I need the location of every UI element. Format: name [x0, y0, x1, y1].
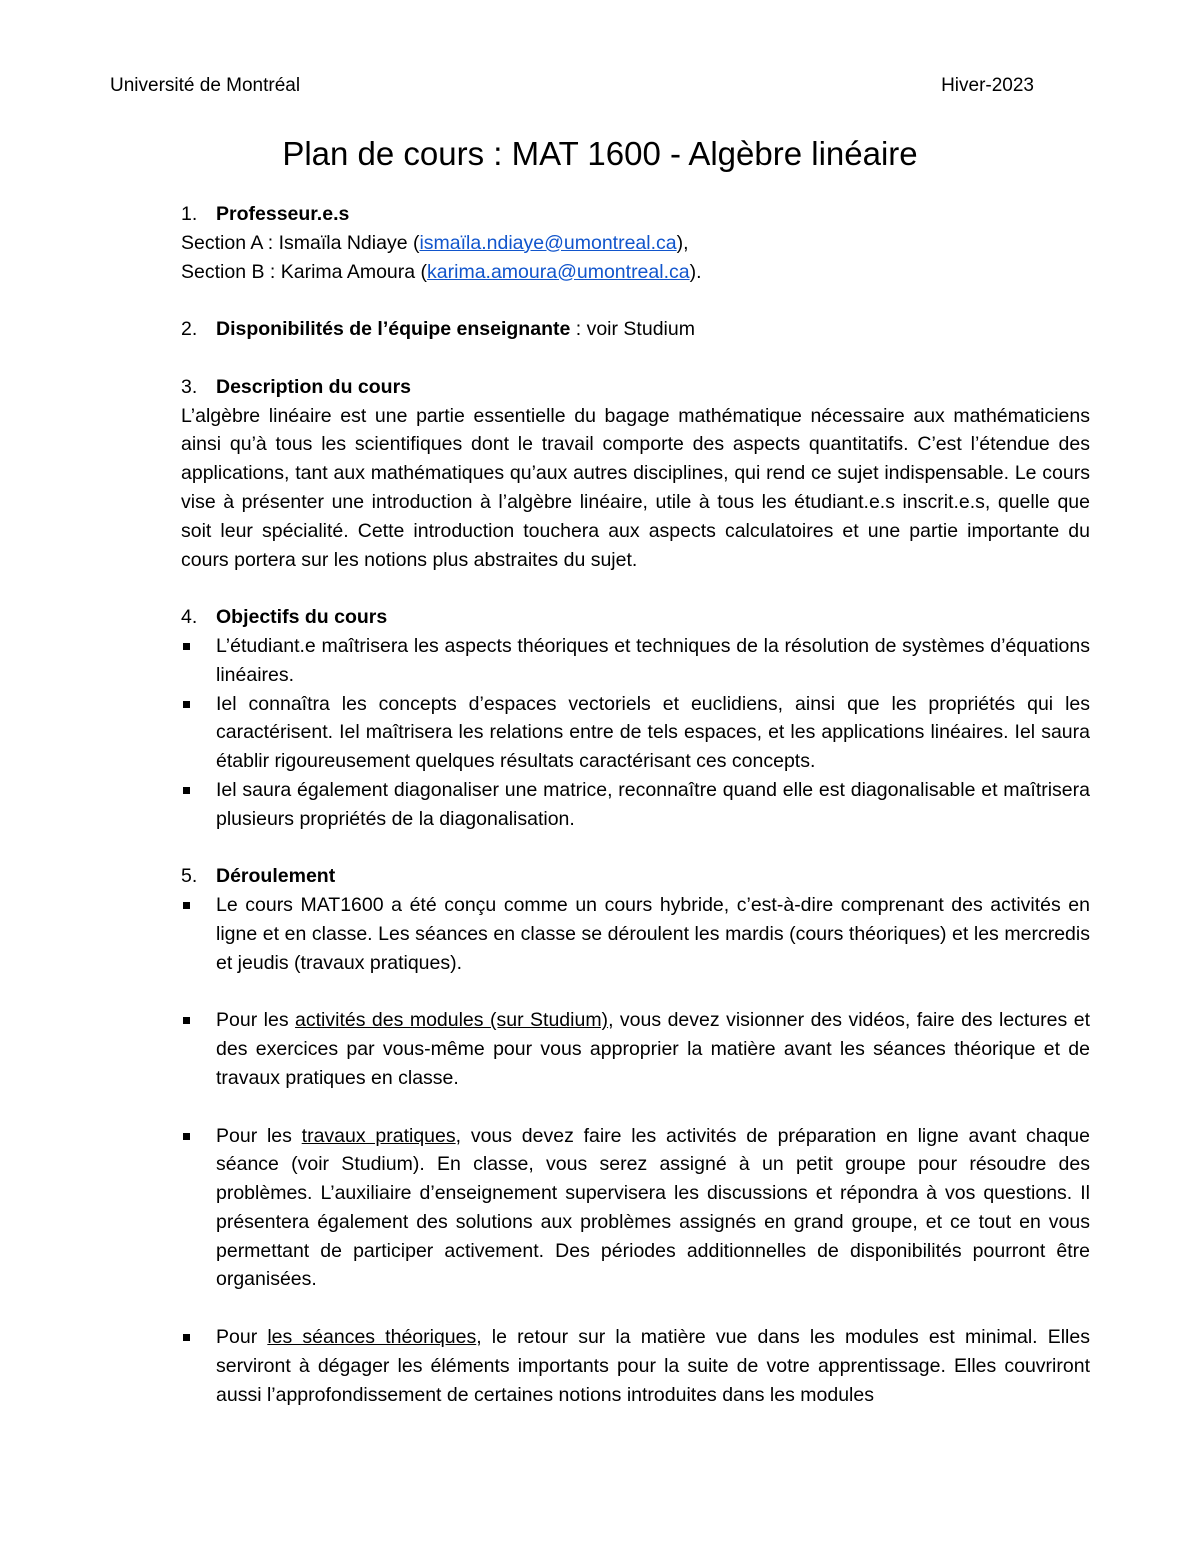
deroulement-bullet [181, 1323, 1090, 1409]
header-term: Hiver-2023 [941, 75, 1034, 96]
bullet-text: , vous devez visionner des vidéos, faire des lectures et des exercices par vous-même pour vous approprier la matière avant les séances théorique et de travaux pratiques en classe. [216, 1009, 1090, 1089]
section-number: 5. [181, 865, 198, 888]
bullet-text: Pour les [216, 1009, 296, 1032]
deroulement-bullet [181, 1006, 1090, 1092]
document-body [181, 200, 1090, 1409]
section-b-label: Section B : Karima Amoura ( [181, 260, 428, 283]
section-a-label: Section A : Ismaïla Ndiaye ( [181, 231, 420, 254]
section-title: Professeur.e.s [216, 203, 350, 225]
bullet-text: , vous devez faire les activités de préparation en ligne avant chaque séance (voir Studium). En classe, vous serez assigné à un petit groupe pour résoudre des problèmes. L’auxiliaire d’enseignement supervisera les discussions et répondra à vos questions. Il présentera également des solutions aux problèmes assignés en grand groupe, et ce tout en vous permettant de participer activement. Des périodes additionnelles de disponibilités pourront être organisées. [216, 1124, 1091, 1291]
section-5-heading [181, 862, 1090, 891]
bullet-square-icon [183, 902, 190, 909]
section-title: Description du cours [216, 375, 412, 398]
section-2-rest: : voir Studium [570, 318, 695, 341]
bullet-square-icon [183, 1017, 190, 1024]
section-number: 4. [181, 606, 198, 629]
bullet-square-icon [183, 643, 190, 650]
section-title: Objectifs du cours [216, 606, 388, 629]
section-title: Disponibilités de l’équipe enseignante [216, 318, 571, 341]
objective-bullet [181, 632, 1090, 690]
bullet-square-icon [183, 1133, 190, 1140]
section-2-heading [181, 315, 1090, 344]
underlined-term: les séances théoriques [267, 1326, 477, 1349]
bullet-text: Iel saura également diagonaliser une matrice, reconnaître quand elle est diagonalisable et maîtrisera plusieurs propriétés de la diagonalisation. [216, 778, 1090, 830]
description-paragraph: L’algèbre linéaire est une partie essentielle du bagage mathématique nécessaire aux mathématiciens ainsi qu’à tous les scientifiques dont le travail comporte des aspects quantitatifs. C’est l’étendue des applications, tant aux mathématiques qu’aux autres disciplines, qui rend ce sujet indispensable. Le cours vise à présenter une introduction à l’algèbre linéaire, utile à tous les étudiant.e.s inscrit.e.s, quelle que soit leur spécialité. Cette introduction touchera aux aspects calculatoires et une partie importante du cours portera sur les notions plus abstraites du sujet. [181, 404, 1090, 571]
deroulement-bullet [181, 891, 1090, 977]
objective-bullet [181, 776, 1090, 834]
section-number: 1. [181, 203, 198, 225]
header-institution: Université de Montréal [110, 75, 301, 96]
section-a-line [181, 229, 1090, 258]
section-title: Déroulement [216, 865, 336, 888]
underlined-term: travaux pratiques [301, 1124, 456, 1147]
bullet-text: Le cours MAT1600 a été conçu comme un cours hybride, c’est-à-dire comprenant des activités en ligne et en classe. Les séances en classe se déroulent les mardis (cours théoriques) et les mercredis et jeudis (travaux pratiques). [216, 894, 1090, 974]
underlined-term: activités des modules (sur Studium) [295, 1009, 609, 1032]
bullet-square-icon [183, 701, 190, 708]
bullet-text: , le retour sur la matière vue dans les modules est minimal. Elles serviront à dégager les éléments importants pour la suite de votre apprentissage. Elles couvriront aussi l’approfondissement de certaines notions introduites dans les modules [216, 1326, 1090, 1406]
objective-bullet [181, 690, 1090, 776]
bullet-text: Pour [216, 1326, 268, 1349]
section-number: 2. [181, 318, 198, 341]
section-b-line [181, 258, 1090, 287]
section-1-heading [181, 200, 1090, 229]
bullet-text: L’étudiant.e maîtrisera les aspects théoriques et techniques de la résolution de systèmes d’équations linéaires. [216, 634, 1090, 686]
bullet-text: Pour les [216, 1124, 302, 1147]
bullet-square-icon [183, 1334, 190, 1341]
section-3-heading [181, 373, 1090, 402]
email-link-ndiaye[interactable]: ismaïla.ndiaye@umontreal.ca [419, 231, 677, 254]
section-number: 3. [181, 375, 198, 398]
deroulement-bullet [181, 1122, 1090, 1295]
section-b-end: ). [689, 260, 702, 283]
bullet-square-icon [183, 787, 190, 794]
section-a-end: ), [676, 231, 689, 254]
section-4-heading [181, 603, 1090, 632]
bullet-text: Iel connaîtra les concepts d’espaces vectoriels et euclidiens, ainsi que les propriétés qui les caractérisent. Iel maîtrisera les relations entre de tels espaces, et les applications linéaires. Iel saura établir rigoureusement quelques résultats caractérisant ces concepts. [216, 692, 1090, 773]
email-link-amoura[interactable]: karima.amoura@umontreal.ca [427, 260, 690, 283]
page-title: Plan de cours : MAT 1600 - Algèbre linéaire [282, 135, 918, 172]
